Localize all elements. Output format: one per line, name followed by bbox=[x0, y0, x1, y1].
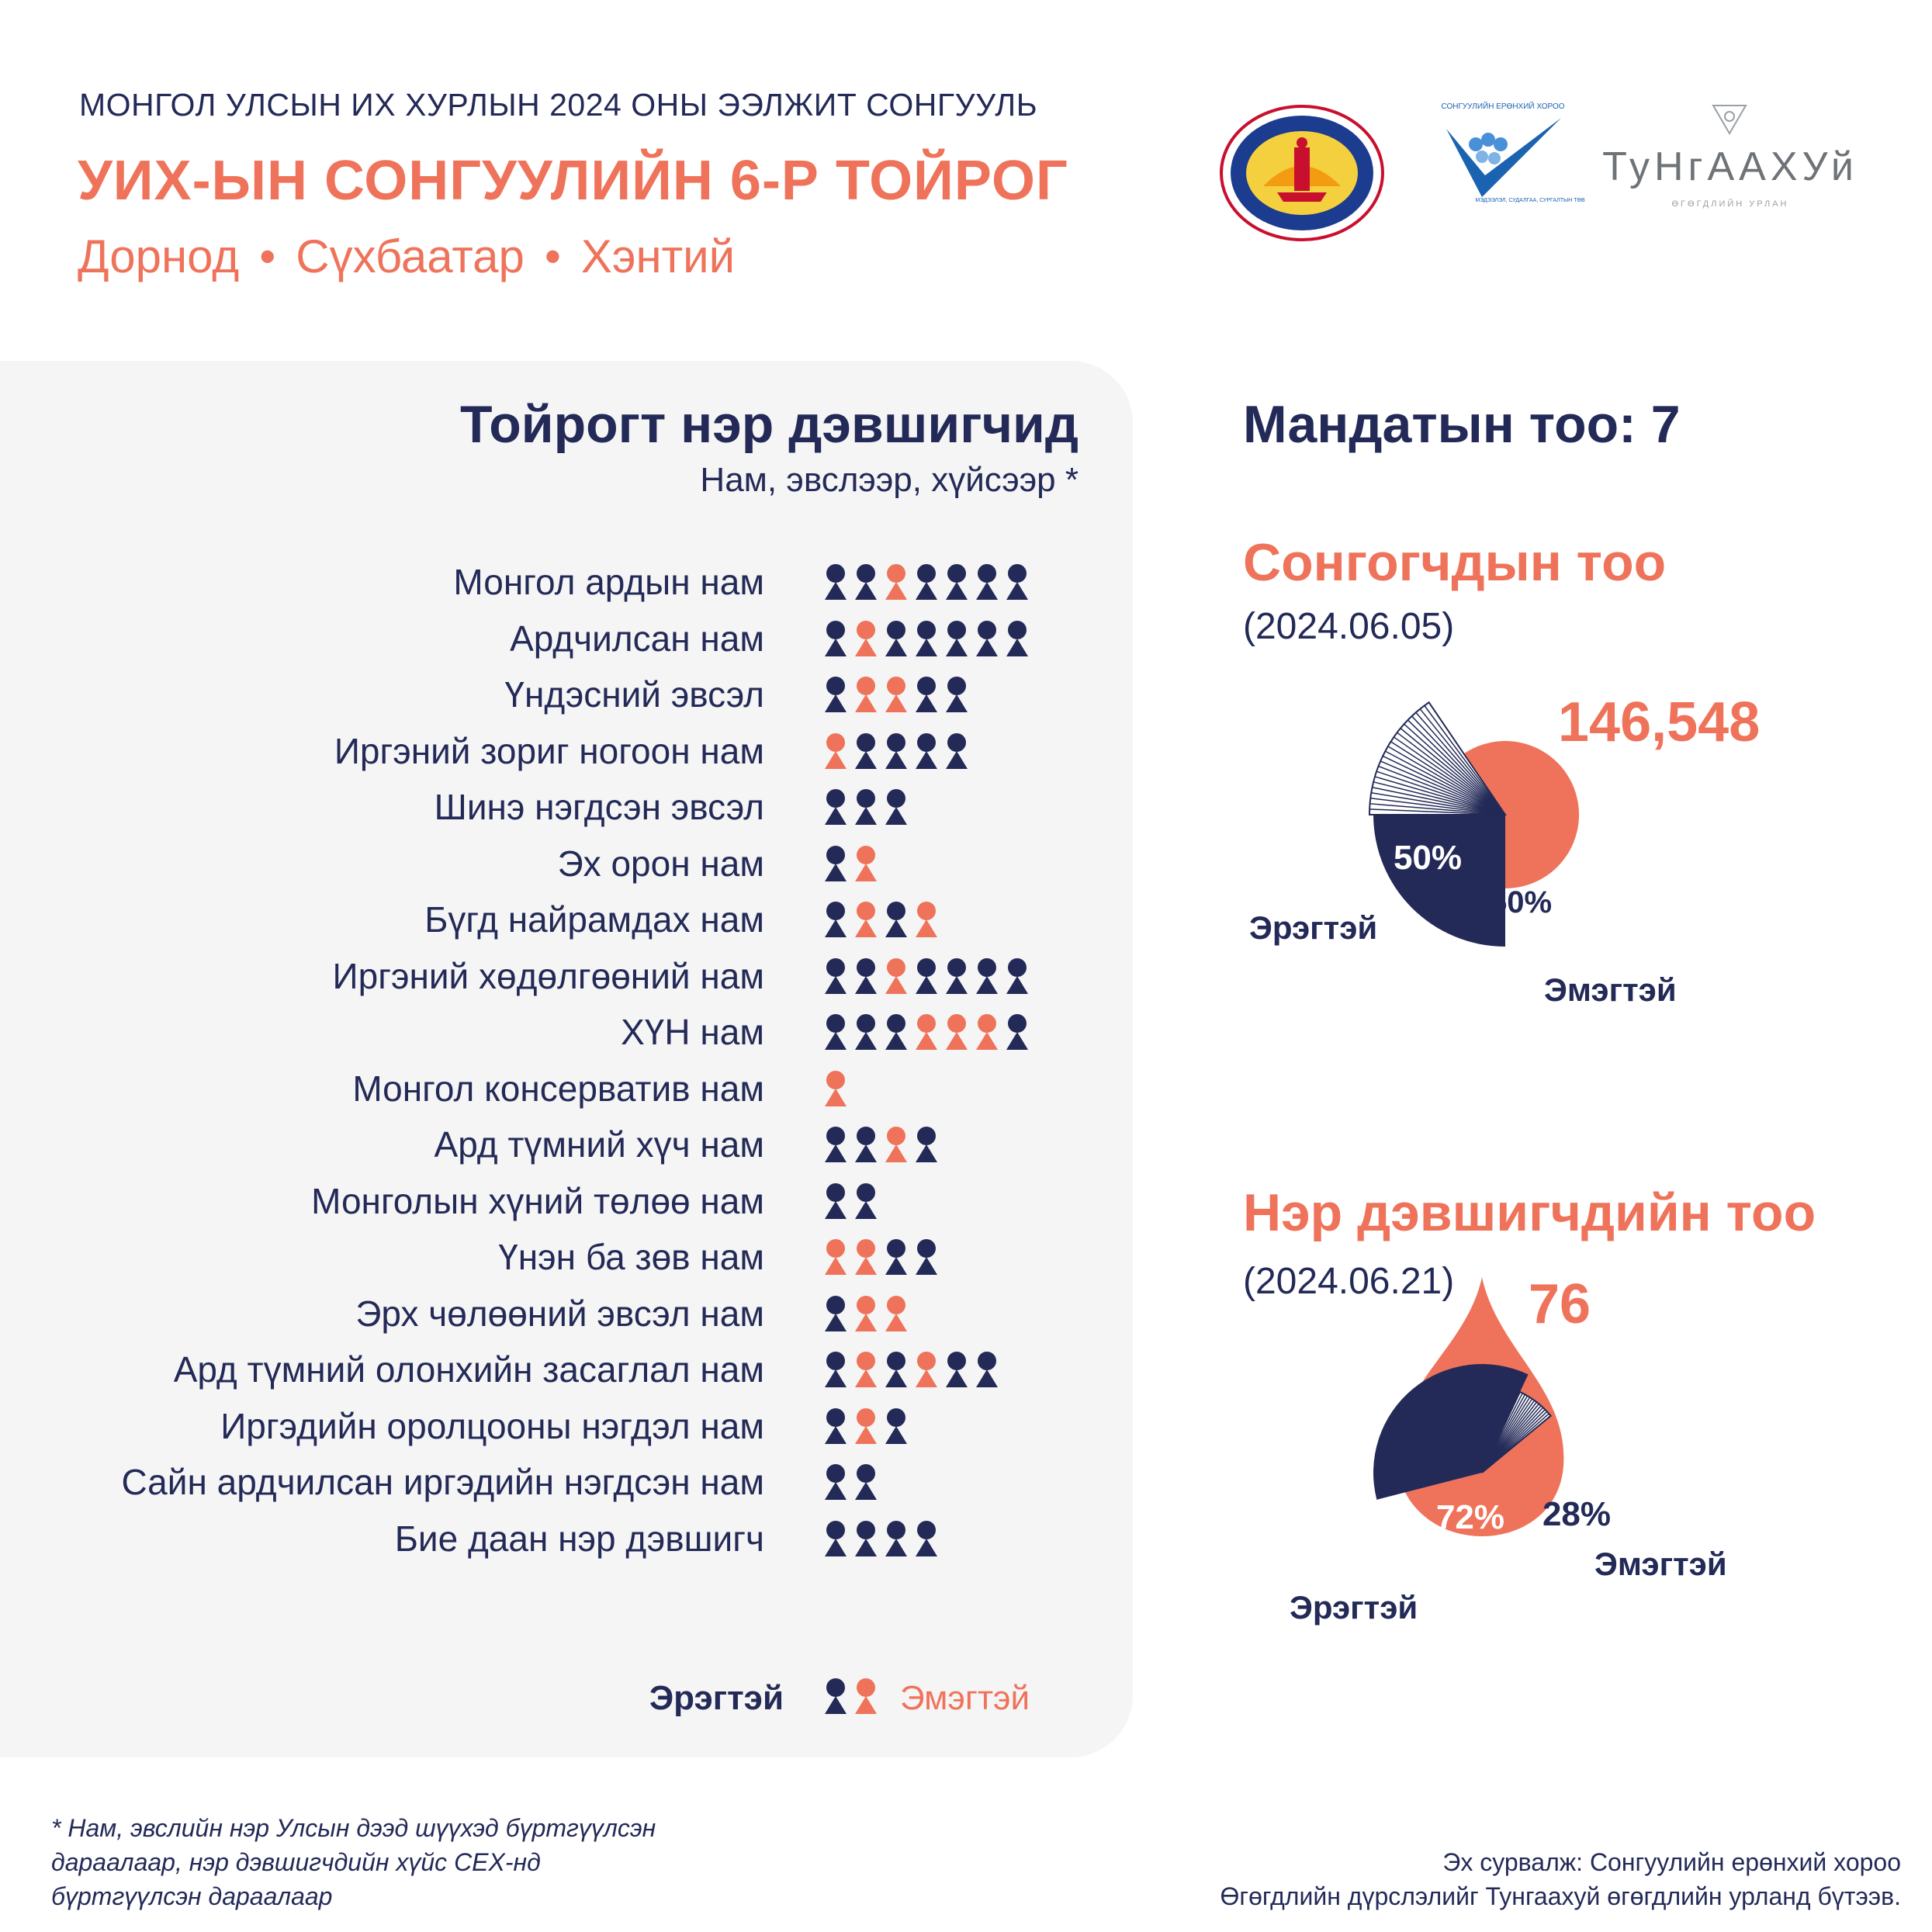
male-candidate-icon bbox=[913, 1238, 940, 1276]
party-candidate-icons bbox=[822, 1013, 1034, 1057]
candidates-pie-chart bbox=[1210, 1304, 1800, 1660]
candidates-count-date: (2024.06.21) bbox=[1243, 1261, 1455, 1302]
male-candidate-icon bbox=[1004, 957, 1030, 995]
female-candidate-icon bbox=[883, 1126, 909, 1163]
male-candidate-icon bbox=[822, 788, 849, 826]
super-title: МОНГОЛ УЛСЫН ИХ ХУРЛЫН 2024 ОНЫ ЭЭЛЖИТ СОНГУУЛЬ bbox=[79, 87, 1038, 123]
voters-total: 146,548 bbox=[1558, 691, 1761, 753]
male-candidate-icon bbox=[853, 1463, 879, 1501]
male-candidate-icon bbox=[853, 732, 879, 770]
male-candidate-icon bbox=[853, 1013, 879, 1051]
female-candidate-icon bbox=[913, 1351, 940, 1388]
source-line-1: Эх сурвалж: Сонгуулийн ерөнхий хороо bbox=[1442, 1848, 1901, 1876]
party-label: Эх орон нам bbox=[557, 843, 764, 884]
male-candidate-icon bbox=[883, 1520, 909, 1557]
region-dornod: Дорнод bbox=[78, 230, 240, 282]
male-candidate-icon bbox=[822, 563, 849, 601]
female-candidate-icon bbox=[853, 845, 879, 882]
male-candidate-icon bbox=[822, 1126, 849, 1163]
party-label: Ард түмний олонхийн засаглал нам bbox=[173, 1349, 764, 1390]
party-label: Бие даан нэр дэвшигч bbox=[394, 1518, 764, 1559]
legend-female-label: Эмэгтэй bbox=[900, 1679, 1030, 1717]
male-candidate-icon bbox=[853, 788, 879, 826]
party-candidate-icons bbox=[822, 1351, 1004, 1394]
male-candidate-icon bbox=[883, 1013, 909, 1051]
party-label: Иргэний хөдөлгөөний нам bbox=[332, 956, 764, 996]
candidates-male-label: Эрэгтэй bbox=[1290, 1589, 1418, 1626]
male-candidate-icon bbox=[822, 676, 849, 713]
male-candidate-icon bbox=[913, 1520, 940, 1557]
candidates-subtitle: Нам, эвслээр, хүйсээр * bbox=[700, 461, 1079, 499]
male-candidate-icon bbox=[822, 1295, 849, 1332]
party-label: Бүгд найрамдах нам bbox=[424, 899, 764, 940]
party-label: Сайн ардчилсан иргэдийн нэгдсэн нам bbox=[121, 1462, 764, 1502]
party-label: Эрх чөлөөний эвсэл нам bbox=[355, 1293, 764, 1334]
male-candidate-icon bbox=[913, 563, 940, 601]
party-candidate-icons bbox=[822, 957, 1034, 1001]
female-candidate-icon bbox=[853, 676, 879, 713]
candidates-title: Тойрогт нэр дэвшигчид bbox=[459, 395, 1079, 454]
male-candidate-icon bbox=[1004, 1013, 1030, 1051]
source-line-2: Өгөгдлийн дүрслэлийг Тунгаахуй өгөгдлийн урланд бүтээв. bbox=[1220, 1882, 1901, 1910]
party-candidate-icons bbox=[822, 845, 883, 888]
female-candidate-icon bbox=[883, 563, 909, 601]
party-label: Монгол консерватив нам bbox=[352, 1068, 764, 1109]
seats-count: Мандатын тоо: 7 bbox=[1243, 395, 1681, 454]
party-candidate-icons bbox=[822, 901, 943, 944]
candidates-pie-group bbox=[1373, 1277, 1563, 1536]
party-candidate-icons bbox=[822, 1295, 913, 1338]
male-candidate-icon bbox=[822, 957, 849, 995]
male-candidate-icon bbox=[822, 1013, 849, 1051]
female-candidate-icon bbox=[883, 1295, 909, 1332]
legend-icons bbox=[822, 1678, 883, 1715]
male-candidate-icon bbox=[822, 901, 849, 938]
male-candidate-icon bbox=[1004, 563, 1030, 601]
female-candidate-icon bbox=[943, 1013, 970, 1051]
male-candidate-icon bbox=[853, 563, 879, 601]
female-candidate-icon bbox=[822, 732, 849, 770]
female-candidate-icon bbox=[853, 620, 879, 657]
male-candidate-icon bbox=[883, 1238, 909, 1276]
male-candidate-icon bbox=[822, 1407, 849, 1445]
legend-male-icon bbox=[822, 1678, 849, 1715]
female-candidate-icon bbox=[853, 1238, 879, 1276]
female-candidate-icon bbox=[853, 1351, 879, 1388]
male-candidate-icon bbox=[822, 1463, 849, 1501]
party-label: ХҮН нам bbox=[621, 1012, 764, 1052]
party-candidate-icons bbox=[822, 788, 913, 832]
separator-dot: • bbox=[259, 230, 276, 282]
voters-male-label: Эрэгтэй bbox=[1249, 909, 1378, 946]
male-candidate-icon bbox=[822, 1182, 849, 1220]
male-candidate-icon bbox=[913, 957, 940, 995]
male-candidate-icon bbox=[943, 1351, 970, 1388]
regions-subtitle bbox=[78, 230, 735, 283]
male-candidate-icon bbox=[1004, 620, 1030, 657]
female-candidate-icon bbox=[853, 1407, 879, 1445]
party-candidate-icons bbox=[822, 620, 1034, 663]
male-candidate-icon bbox=[913, 1126, 940, 1163]
voters-pie-chart bbox=[1210, 698, 1800, 1055]
candidates-female-label: Эмэгтэй bbox=[1594, 1546, 1727, 1582]
logo-vote-top-text: СОНГУУЛИЙН ЕРӨНХИЙ ХОРОО bbox=[1441, 102, 1565, 111]
voters-female-percent: 50% bbox=[1489, 885, 1553, 919]
voters-male-percent: 50% bbox=[1393, 839, 1463, 877]
male-candidate-icon bbox=[822, 620, 849, 657]
gec-logo bbox=[1217, 99, 1387, 247]
party-candidate-icons bbox=[822, 1463, 883, 1507]
male-candidate-icon bbox=[943, 957, 970, 995]
candidates-female-percent: 28% bbox=[1542, 1495, 1612, 1533]
party-candidate-icons bbox=[822, 1070, 853, 1113]
party-label: Ард түмний хүч нам bbox=[434, 1124, 764, 1165]
male-candidate-icon bbox=[974, 620, 1000, 657]
tungaakhui-logo bbox=[1602, 93, 1858, 217]
male-candidate-icon bbox=[943, 676, 970, 713]
voters-date: (2024.06.05) bbox=[1243, 606, 1455, 647]
male-candidate-icon bbox=[883, 1407, 909, 1445]
male-candidate-icon bbox=[853, 1520, 879, 1557]
candidates-count-total: 76 bbox=[1529, 1273, 1591, 1335]
region-sukhbaatar: Сүхбаатар bbox=[296, 230, 525, 282]
female-candidate-icon bbox=[853, 901, 879, 938]
male-candidate-icon bbox=[913, 620, 940, 657]
female-candidate-icon bbox=[883, 676, 909, 713]
female-candidate-icon bbox=[883, 957, 909, 995]
male-candidate-icon bbox=[883, 901, 909, 938]
party-label: Иргэдийн оролцооны нэгдэл нам bbox=[220, 1406, 764, 1446]
logo-vote-bottom-text: МЭДЭЭЛЭЛ, СУДАЛГАА, СУРГАЛТЫН ТӨВ bbox=[1475, 198, 1585, 203]
party-candidate-icons bbox=[822, 563, 1034, 607]
male-candidate-icon bbox=[883, 1351, 909, 1388]
male-candidate-icon bbox=[822, 1351, 849, 1388]
female-candidate-icon bbox=[822, 1238, 849, 1276]
vote-center-logo bbox=[1437, 98, 1585, 214]
legend-female-icon bbox=[853, 1678, 879, 1715]
party-candidate-icons bbox=[822, 1407, 913, 1451]
female-candidate-icon bbox=[853, 1295, 879, 1332]
male-candidate-icon bbox=[974, 563, 1000, 601]
male-candidate-icon bbox=[943, 563, 970, 601]
party-candidate-icons bbox=[822, 1126, 943, 1169]
male-candidate-icon bbox=[913, 732, 940, 770]
candidates-count-title: Нэр дэвшигчдийн тоо bbox=[1243, 1183, 1816, 1242]
region-khentii: Хэнтий bbox=[580, 230, 736, 282]
male-candidate-icon bbox=[883, 620, 909, 657]
party-label: Шинэ нэгдсэн эвсэл bbox=[434, 787, 764, 827]
male-candidate-icon bbox=[943, 620, 970, 657]
voters-female-label: Эмэгтэй bbox=[1544, 971, 1677, 1008]
legend-male-label: Эрэгтэй bbox=[649, 1679, 784, 1717]
male-candidate-icon bbox=[853, 1182, 879, 1220]
party-label: Монгол ардын нам bbox=[453, 562, 764, 602]
female-candidate-icon bbox=[913, 1013, 940, 1051]
party-label: Монголын хүний төлөө нам bbox=[311, 1181, 764, 1221]
male-candidate-icon bbox=[943, 732, 970, 770]
male-candidate-icon bbox=[822, 845, 849, 882]
party-candidate-icons bbox=[822, 1520, 943, 1563]
voters-title: Сонгогчдын тоо bbox=[1243, 533, 1667, 592]
party-label: Иргэний зориг ногоон нам bbox=[334, 731, 764, 771]
male-candidate-icon bbox=[974, 957, 1000, 995]
male-candidate-icon bbox=[822, 1520, 849, 1557]
female-candidate-icon bbox=[913, 901, 940, 938]
female-candidate-icon bbox=[822, 1070, 849, 1107]
page-title: УИХ-ЫН СОНГУУЛИЙН 6-Р ТОЙРОГ bbox=[78, 150, 1068, 212]
male-candidate-icon bbox=[913, 676, 940, 713]
male-slice bbox=[1373, 815, 1505, 947]
party-label: Үнэн ба зөв нам bbox=[498, 1237, 764, 1277]
party-candidate-icons bbox=[822, 732, 974, 776]
male-candidate-icon bbox=[853, 957, 879, 995]
separator-dot: • bbox=[544, 230, 561, 282]
source-note bbox=[1220, 1845, 1901, 1913]
footnote: * Нам, эвслийн нэр Улсын дээд шүүхэд бүртгүүлсэн дараалаар, нэр дэвшигчдийн хүйс СЕХ-нд бүртгүүлсэн дараалаар bbox=[51, 1814, 656, 1910]
party-candidate-icons bbox=[822, 1238, 943, 1282]
male-candidate-icon bbox=[974, 1351, 1000, 1388]
male-candidate-icon bbox=[853, 1126, 879, 1163]
male-candidate-icon bbox=[883, 732, 909, 770]
party-candidate-icons bbox=[822, 676, 974, 719]
party-candidate-icons bbox=[822, 1182, 883, 1226]
logo-tung-sub: ӨГӨГДЛИЙН УРЛАН bbox=[1671, 199, 1789, 209]
male-candidate-icon bbox=[883, 788, 909, 826]
female-candidate-icon bbox=[974, 1013, 1000, 1051]
logo-tung-name: ТуНгААХУй bbox=[1602, 144, 1858, 189]
candidates-male-percent: 72% bbox=[1435, 1498, 1505, 1536]
party-label: Ардчилсан нам bbox=[510, 618, 764, 659]
party-label: Үндэсний эвсэл bbox=[504, 674, 764, 715]
